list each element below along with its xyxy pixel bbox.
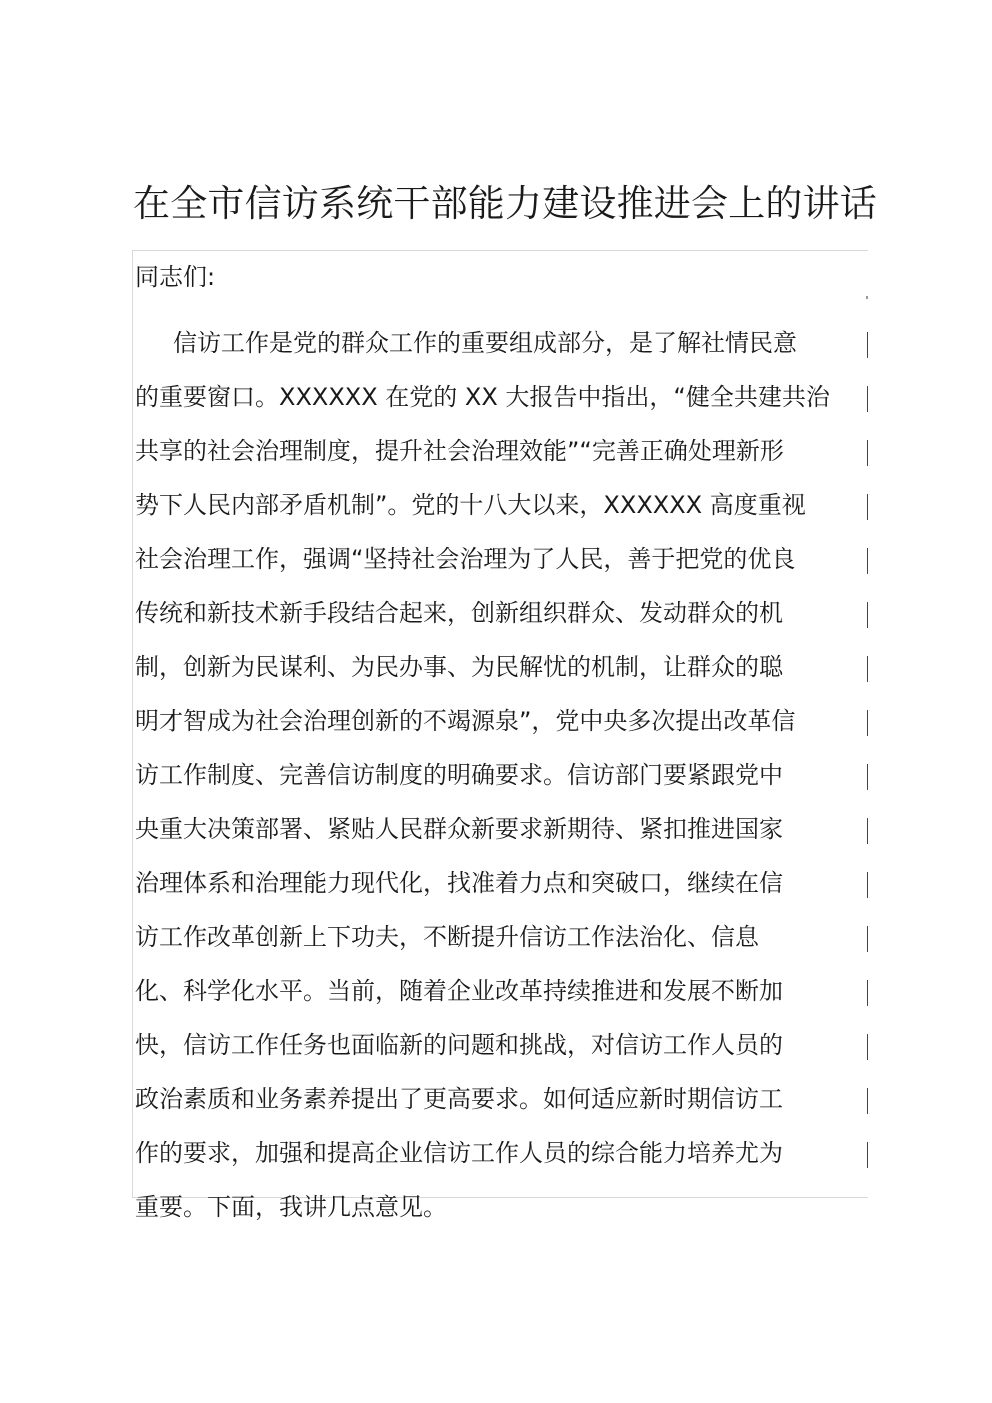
paragraph-line: 共享的社会治理制度，提升社会治理效能”“完善正确处理新形 [135, 431, 875, 485]
page-title: 在全市信访系统干部能力建设推进会上的讲话 [133, 182, 877, 225]
paragraph-line: 势下人民内部矛盾机制”。党的十八大以来，XXXXXX 高度重视 [135, 485, 875, 539]
paragraph-line: 访工作改革创新上下功夫，不断提升信访工作法治化、信息 [135, 917, 875, 971]
salutation: 同志们: [135, 263, 216, 291]
paragraph-line: 作的要求，加强和提高企业信访工作人员的综合能力培养尤为 [135, 1133, 875, 1187]
paragraph-line: 社会治理工作，强调“坚持社会治理为了人民，善于把党的优良 [135, 539, 875, 593]
frame-marker [866, 296, 868, 299]
paragraph-line: 信访工作是党的群众工作的重要组成部分，是了解社情民意 [135, 323, 875, 377]
paragraph-line: 的重要窗口。XXXXXX 在党的 XX 大报告中指出，“健全共建共治 [135, 377, 875, 431]
paragraph-line: 访工作制度、完善信访制度的明确要求。信访部门要紧跟党中 [135, 755, 875, 809]
paragraph-line: 央重大决策部署、紧贴人民群众新要求新期待、紧扣推进国家 [135, 809, 875, 863]
paragraph-line: 治理体系和治理能力现代化，找准着力点和突破口，继续在信 [135, 863, 875, 917]
paragraph-line: 制，创新为民谋利、为民办事、为民解忧的机制，让群众的聪 [135, 647, 875, 701]
paragraph-line: 明才智成为社会治理创新的不竭源泉”，党中央多次提出改革信 [135, 701, 875, 755]
paragraph-line: 重要。下面，我讲几点意见。 [135, 1193, 447, 1221]
body-paragraph [135, 323, 875, 1241]
paragraph-line: 政治素质和业务素养提出了更高要求。如何适应新时期信访工 [135, 1079, 875, 1133]
paragraph-line: 传统和新技术新手段结合起来，创新组织群众、发动群众的机 [135, 593, 875, 647]
paragraph-line: 化、科学化水平。当前，随着企业改革持续推进和发展不断加 [135, 971, 875, 1025]
paragraph-line: 快，信访工作任务也面临新的问题和挑战，对信访工作人员的 [135, 1025, 875, 1079]
